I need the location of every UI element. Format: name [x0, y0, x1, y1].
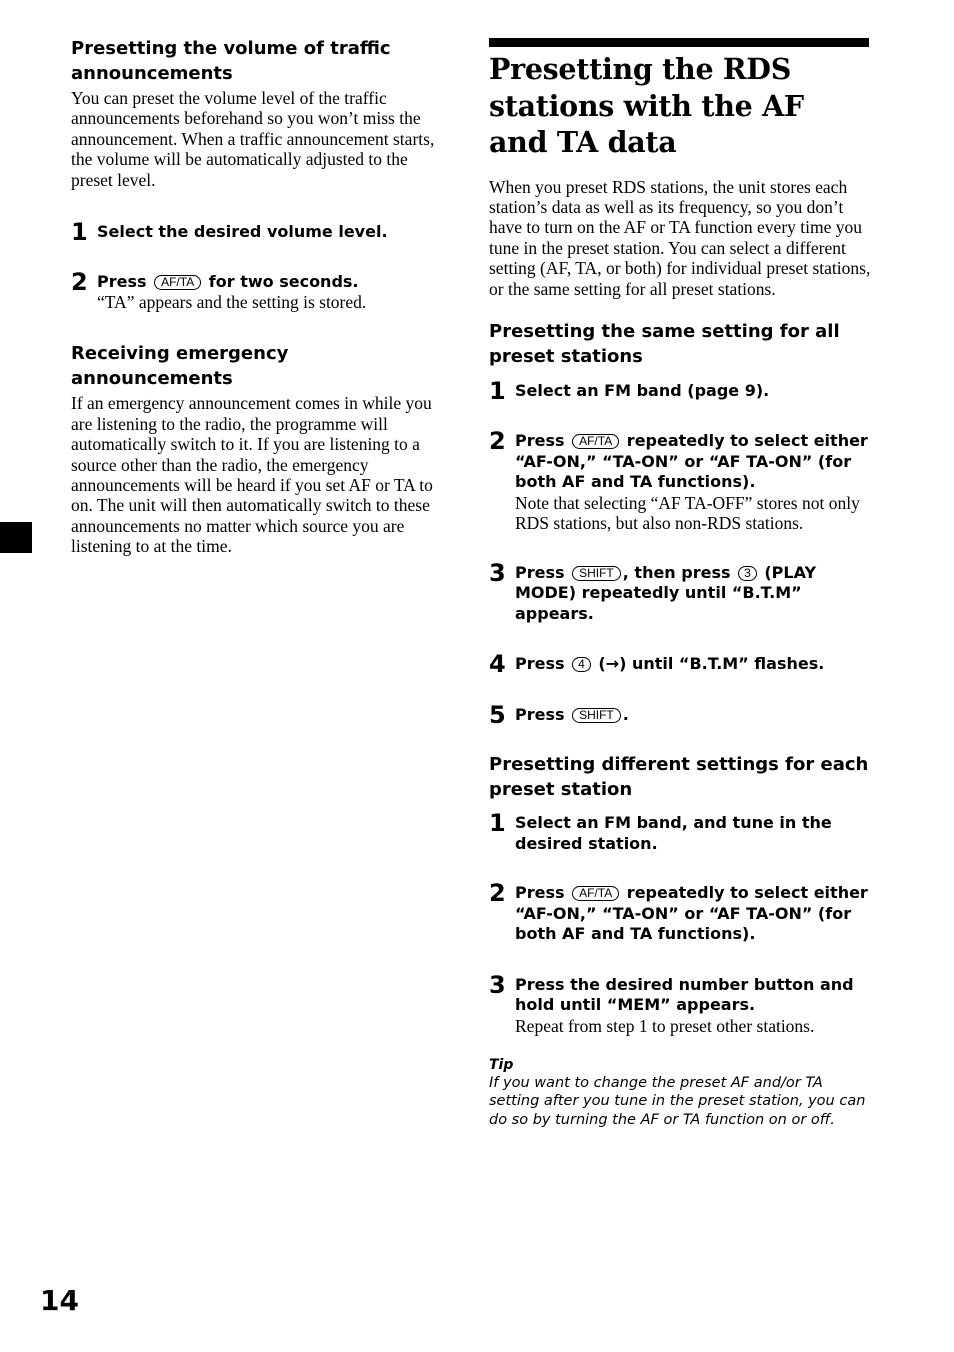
step-number: 1: [489, 809, 506, 838]
step-number: 2: [489, 427, 506, 456]
title-rule: [489, 38, 869, 47]
tip-box: [489, 1056, 871, 1129]
same-step-5: [489, 700, 871, 729]
step-text: Press: [515, 654, 565, 674]
emergency-heading: Receiving emergency announcements: [71, 343, 289, 390]
diff-step-1: [489, 809, 871, 854]
step-text: Press: [515, 562, 565, 582]
diff-step-2: [489, 879, 871, 945]
step-instruction: Press the desired number button and hold until “MEM” appears.: [515, 974, 854, 1015]
step-number: 2: [489, 879, 506, 908]
same-setting-heading: Presetting the same setting for all preset stations: [489, 320, 840, 367]
intro-body: When you preset RDS stations, the unit stores each station’s data as well as its frequency, so you don’t have to turn on the AF or TA function every time you tune in the preset station. You can select a different setting (AF, TA, or both) for individual preset stations, or the same setting for all preset stations.: [489, 176, 871, 299]
emergency-body: If an emergency announcement comes in while you are listening to the radio, the programme will automatically switch to it. If you are listening to a source other than the radio, the emergency announcements will be heard if you set AF or TA to on. The unit will then automatically switch to these announcements no matter which source you are listening to at the time.: [71, 393, 433, 557]
main-title: Presetting the RDS stations with the AF and TA data: [489, 52, 804, 159]
tip-label: Tip: [489, 1057, 514, 1074]
step-instruction: [515, 883, 871, 945]
step-text: Press: [97, 271, 147, 291]
shift-key-icon: SHIFT: [572, 708, 621, 723]
step-text: repeatedly to select either “AF-ON,” “TA-ON” or “AF TA-ON” (for both AF and TA functions).: [515, 431, 868, 492]
step-instruction: Select an FM band (page 9).: [515, 380, 770, 400]
number-4-key-icon: 4: [572, 657, 591, 672]
step-instruction: [515, 563, 871, 625]
same-step-3: [489, 558, 871, 625]
af-ta-key-icon: AF/TA: [572, 434, 619, 449]
different-settings-heading: Presetting different settings for each preset station: [489, 754, 869, 801]
step-instruction: Select an FM band, and tune in the desired station.: [515, 813, 832, 853]
step-number: 3: [489, 970, 506, 999]
af-ta-key-icon: AF/TA: [154, 275, 201, 290]
page-number: 14: [40, 1284, 79, 1317]
left-column: [71, 36, 453, 557]
step-text: .: [622, 704, 629, 724]
section-tab-marker: [0, 522, 32, 553]
step-text: (PLAY MODE) repeatedly until “B.T.M” appears.: [515, 562, 817, 623]
af-ta-key-icon: AF/TA: [572, 886, 619, 901]
step-text: repeatedly to select either “AF-ON,” “TA-ON” or “AF TA-ON” (for both AF and TA functions).: [515, 883, 868, 944]
step-number: 1: [489, 376, 506, 405]
step-number: 4: [489, 650, 506, 679]
step-instruction: [515, 705, 871, 726]
step-text: for two seconds.: [208, 271, 359, 291]
same-step-1: [489, 376, 871, 405]
right-column: [489, 38, 871, 1129]
step-number: 2: [71, 267, 88, 296]
traffic-step-1: [71, 218, 453, 247]
same-step-2: [489, 427, 871, 534]
step-text: Press: [515, 704, 565, 724]
step-instruction: [515, 654, 871, 675]
step-number: 1: [71, 218, 88, 247]
step-instruction: [515, 431, 871, 493]
step-instruction: [97, 272, 453, 293]
traffic-step-2: [71, 267, 453, 313]
step-text: Press: [515, 431, 565, 451]
step-result: “TA” appears and the setting is stored.: [97, 292, 367, 313]
shift-key-icon: SHIFT: [572, 566, 621, 581]
traffic-volume-heading: Presetting the volume of traffic announcements: [71, 38, 391, 84]
step-text: , then press: [622, 562, 731, 582]
tip-text: If you want to change the preset AF and/or TA setting after you tune in the preset station, you can do so by turning the AF or TA function on or off.: [489, 1075, 866, 1128]
same-step-4: [489, 650, 871, 679]
step-text: (→) until “B.T.M” flashes.: [598, 654, 825, 674]
number-3-key-icon: 3: [738, 566, 757, 581]
step-text: Press: [515, 883, 565, 903]
step-instruction: Select the desired volume level.: [97, 222, 388, 242]
step-number: 5: [489, 700, 506, 729]
traffic-volume-body: You can preset the volume level of the traffic announcements beforehand so you won’t miss the announcement. When a traffic announcement starts, the volume will be automatically adjusted to the preset level.: [71, 88, 435, 190]
diff-step-3: [489, 970, 871, 1036]
step-note: Note that selecting “AF TA-OFF” stores not only RDS stations, but also non-RDS stations.: [515, 492, 860, 534]
step-note: Repeat from step 1 to preset other stations.: [515, 1015, 815, 1036]
step-number: 3: [489, 558, 506, 587]
